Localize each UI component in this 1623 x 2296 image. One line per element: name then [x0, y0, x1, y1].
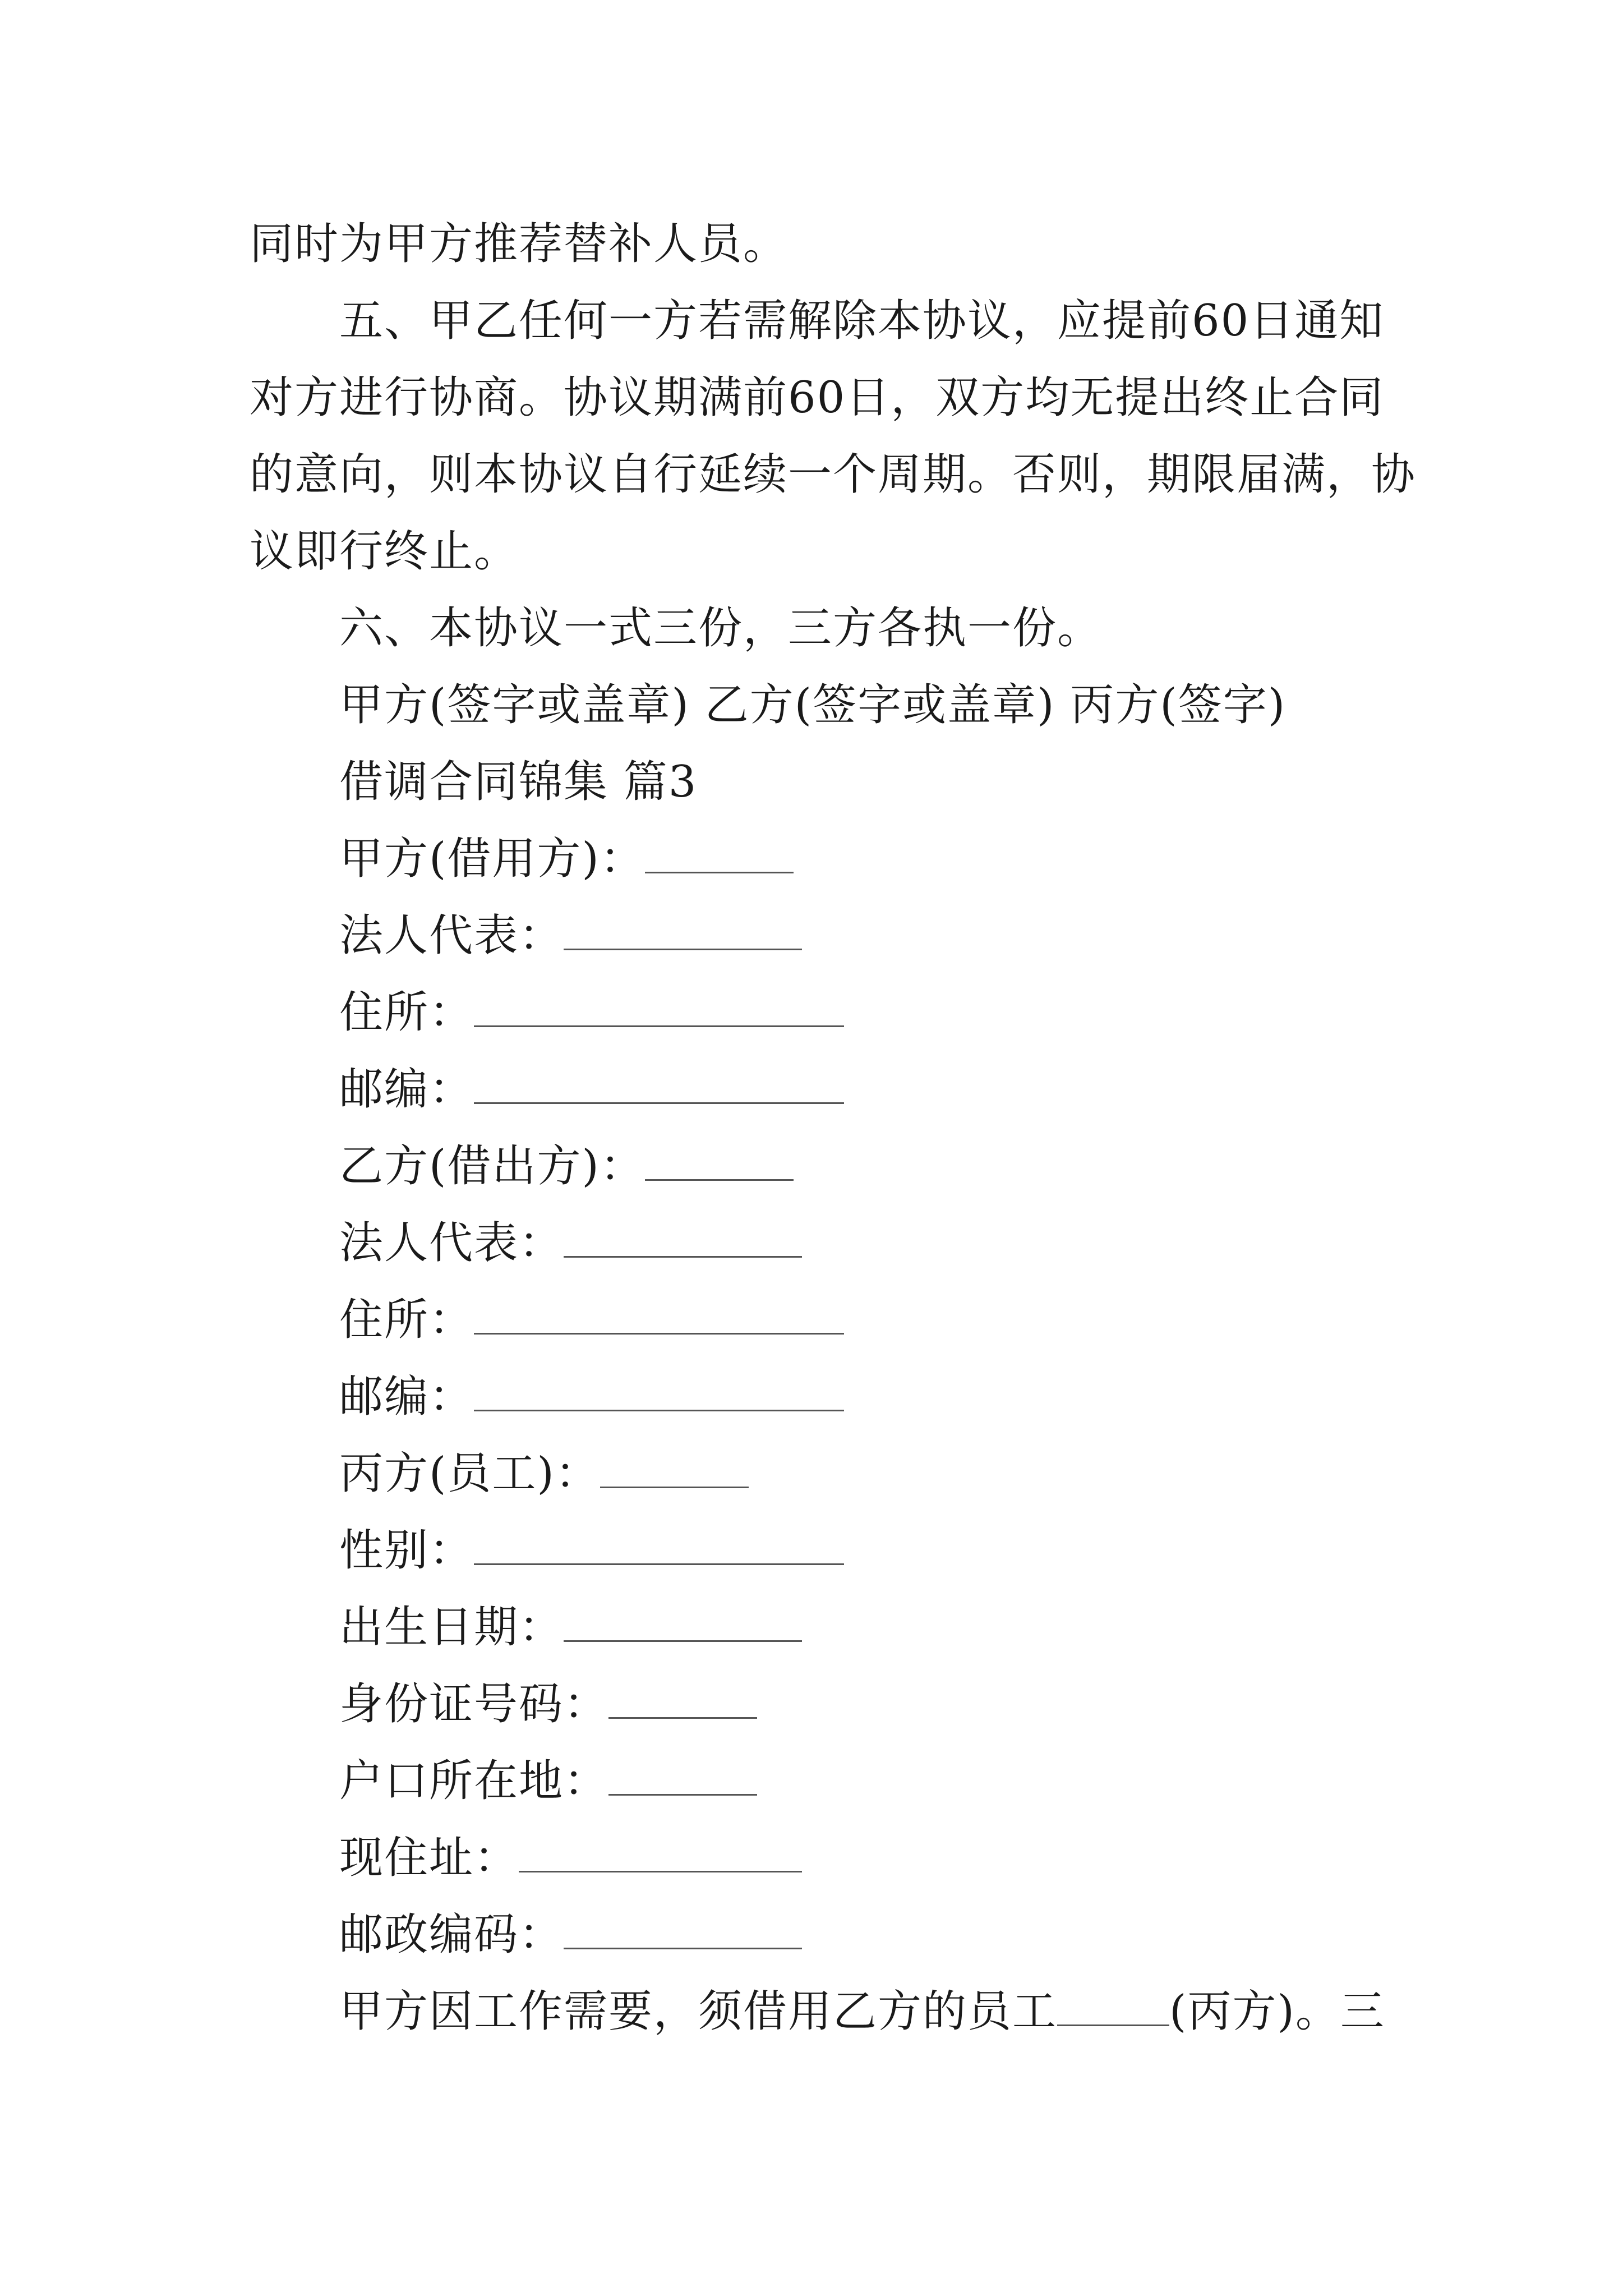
clause-six: 六、本协议一式三份，三方各执一份。	[339, 603, 1103, 654]
fill-blank[interactable]	[519, 1834, 802, 1872]
field-birth-date	[250, 1589, 1388, 1666]
closing-line	[250, 1973, 1388, 2050]
fill-blank[interactable]	[645, 835, 794, 873]
field-label: 住所：	[339, 1295, 474, 1345]
field-label: 住所：	[339, 987, 474, 1038]
field-gender	[250, 1512, 1388, 1589]
field-party-a-rep	[250, 898, 1388, 974]
fill-blank[interactable]	[608, 1757, 757, 1796]
paragraph-line: 对方进行协商。协议期满前60日，双方均无提出终止合同	[250, 372, 1385, 423]
fill-blank[interactable]	[474, 1065, 844, 1104]
clause-six-and-fields	[250, 590, 1388, 2050]
field-label: 邮编：	[339, 1372, 474, 1422]
section-title: 借调合同锦集 篇3	[339, 757, 698, 807]
field-label: 法人代表：	[339, 910, 564, 961]
clause-continuation	[250, 206, 1388, 283]
paragraph-line: 的意向，则本协议自行延续一个周期。否则，期限届满，协	[250, 449, 1417, 500]
fill-blank[interactable]	[608, 1680, 757, 1719]
fill-blank[interactable]	[564, 1911, 802, 1949]
field-party-b	[250, 1128, 1388, 1205]
fill-blank[interactable]	[564, 1219, 802, 1258]
fill-blank[interactable]	[600, 1450, 749, 1488]
signature-line: 甲方(签字或盖章) 乙方(签字或盖章) 丙方(签字)	[339, 680, 1287, 730]
paragraph-line: 五、甲乙任何一方若需解除本协议，应提前60日通知	[339, 296, 1385, 346]
closing-text-start: 甲方因工作需要，须借用乙方的员工	[339, 1986, 1058, 2037]
field-label: 现住址：	[339, 1833, 519, 1883]
field-household-location	[250, 1743, 1388, 1820]
field-party-a	[250, 821, 1388, 898]
field-label: 邮编：	[339, 1064, 474, 1115]
field-label: 邮政编码：	[339, 1910, 564, 1960]
fill-blank[interactable]	[474, 1373, 844, 1411]
fill-blank[interactable]	[474, 988, 844, 1027]
field-party-a-address	[250, 974, 1388, 1051]
field-postal-code	[250, 1897, 1388, 1973]
field-label: 户口所在地：	[339, 1756, 609, 1806]
fill-blank[interactable]	[645, 1142, 794, 1181]
field-label: 丙方(员工)：	[339, 1448, 600, 1499]
field-label: 甲方(借用方)：	[339, 834, 645, 884]
fill-blank[interactable]	[474, 1526, 844, 1565]
fill-blank[interactable]	[1057, 1987, 1169, 2026]
field-label: 乙方(借出方)：	[339, 1141, 645, 1191]
paragraph-line: 同时为甲方推荐替补人员。	[250, 219, 789, 269]
field-label: 出生日期：	[339, 1602, 564, 1653]
field-party-b-rep	[250, 1205, 1388, 1282]
fill-blank[interactable]	[474, 1296, 844, 1335]
clause-five	[250, 283, 1417, 590]
field-party-c	[250, 1435, 1388, 1512]
field-label: 性别：	[339, 1525, 474, 1576]
field-id-number	[250, 1666, 1388, 1743]
field-label: 身份证号码：	[339, 1679, 609, 1729]
fill-blank[interactable]	[564, 912, 802, 950]
field-label: 法人代表：	[339, 1218, 564, 1268]
paragraph-line: 议即行终止。	[250, 526, 519, 577]
fill-blank[interactable]	[564, 1603, 802, 1642]
field-party-b-address	[250, 1282, 1388, 1359]
closing-text-end: (丙方)。三	[1169, 1986, 1385, 2037]
field-party-a-postcode	[250, 1051, 1388, 1128]
field-party-b-postcode	[250, 1359, 1388, 1435]
field-current-address	[250, 1820, 1388, 1897]
